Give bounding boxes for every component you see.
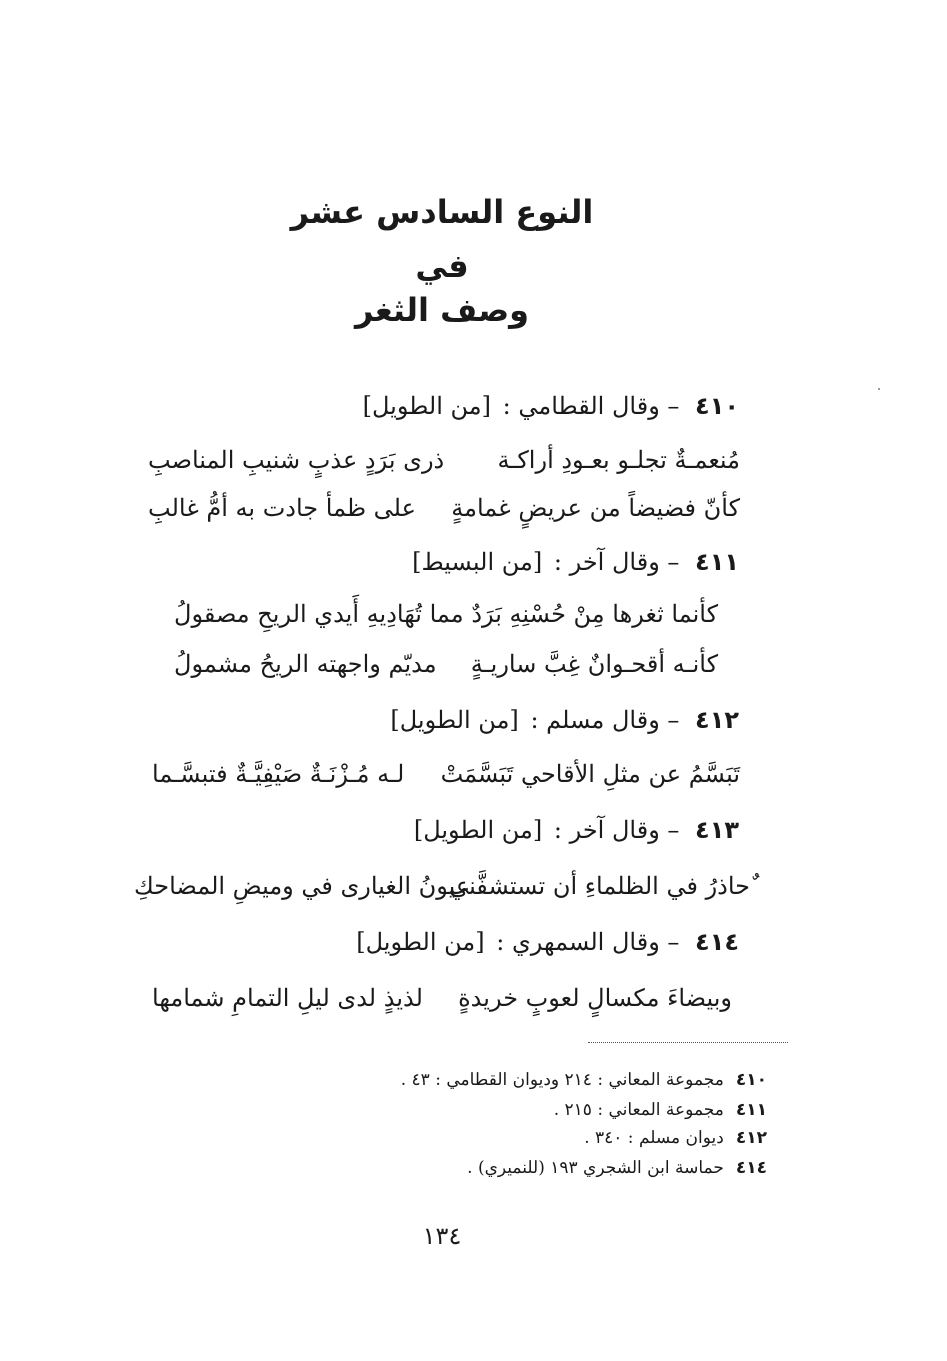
footnote-text: حماسة ابن الشجري ١٩٣ (للنميري) .: [467, 1158, 724, 1178]
footnote-separator: [588, 1042, 788, 1043]
section-intro: – وقال آخر :: [553, 816, 680, 844]
section-heading: [363, 394, 739, 418]
section-meter: [من البسيط]: [412, 548, 543, 576]
chapter-title-connector: في: [415, 247, 469, 285]
section-meter: [من الطويل]: [413, 816, 543, 844]
chapter-subtitle: وصف الثغر: [354, 291, 530, 329]
verse-first-hemistich: كأنـه أقحـوانٌ غِبَّ ساريـةٍ: [470, 650, 718, 678]
footnote-number: ٤١٠: [735, 1070, 767, 1090]
section-heading: [356, 930, 739, 954]
verse-first-hemistich: وبيضاءَ مكسالٍ لعوبٍ خريدةٍ: [458, 984, 732, 1012]
section-heading: [412, 550, 739, 574]
section-number: ٤١٣: [695, 816, 739, 844]
section-intro: – وقال السمهري :: [496, 928, 680, 956]
verse-row: [148, 984, 732, 1024]
section-intro: – وقال آخر :: [553, 548, 680, 576]
footnote: [584, 1128, 767, 1148]
section-heading: [414, 818, 739, 842]
section-intro: – وقال القطامي :: [502, 392, 680, 420]
verse-first-hemistich: تَبَسَّمُ عن مثلِ الأقاحي تَبَسَّمَتْ: [440, 760, 740, 788]
verse-first-hemistich: مُنعمـةٌ تجلـو بعـودِ أراكـة: [497, 446, 740, 474]
footnote-number: ٤١٢: [735, 1128, 767, 1148]
verse-row: [140, 446, 740, 486]
verse-row: [170, 650, 718, 690]
footnote-number: ٤١٤: [735, 1158, 767, 1178]
verse-first-hemistich: كأنّ فضيضاً من عريضٍ غمامةٍ: [451, 494, 740, 522]
verse-row: [170, 600, 718, 640]
footnote-text: مجموعة المعاني : ٢١٤ وديوان القطامي : ٤٣ .: [400, 1070, 724, 1090]
verse-second-hemistich: عيونُ الغيارى في وميضِ المضاحكِ: [134, 872, 471, 900]
section-number: ٤١٠: [695, 392, 739, 420]
verse-row: [148, 760, 740, 800]
verse-first-hemistich: ٌحاذرُ في الظلماءِ أن تستشفَّني: [449, 872, 750, 900]
footnote-number: ٤١١: [735, 1100, 767, 1120]
section-intro: – وقال مسلم :: [530, 706, 680, 734]
page-number: ١٣٤: [422, 1222, 462, 1250]
verse-second-hemistich: مما تُهَادِيهِ أَيدي الريحِ مصقولُ: [174, 600, 464, 628]
verse-second-hemistich: على ظمأ جادت به أمُّ غالبِ: [148, 494, 416, 522]
verse-row: [140, 494, 740, 534]
verse-first-hemistich: كأنما ثغرها مِنْ حُسْنِهِ بَرَدٌ: [471, 600, 718, 628]
section-number: ٤١٤: [695, 928, 739, 956]
section-meter: [من الطويل]: [356, 928, 485, 956]
footnote: [401, 1070, 767, 1090]
verse-second-hemistich: ذرى بَرَدٍ عذبٍ شنيبِ المناصبِ: [148, 446, 445, 474]
section-number: ٤١١: [695, 548, 739, 576]
margin-mark: [878, 388, 880, 390]
footnote-text: ديوان مسلم : ٣٤٠ .: [584, 1128, 724, 1148]
chapter-title: النوع السادس عشر: [290, 193, 594, 231]
section-meter: [من الطويل]: [362, 392, 491, 420]
verse-second-hemistich: لذيذٍ لدى ليلِ التمامِ شمامها: [152, 984, 423, 1012]
section-meter: [من الطويل]: [390, 706, 519, 734]
footnote: [554, 1100, 767, 1120]
footnote: [467, 1158, 767, 1178]
verse-second-hemistich: مديّم واجهته الريحُ مشمولُ: [174, 650, 437, 678]
section-heading: [390, 708, 739, 732]
footnote-text: مجموعة المعاني : ٢١٥ .: [553, 1100, 724, 1120]
verse-second-hemistich: لـه مُـزْنَـةٌ صَيْفِيَّـةٌ فتبسَّـما: [152, 760, 405, 788]
verse-row: [130, 872, 750, 912]
section-number: ٤١٢: [695, 706, 739, 734]
